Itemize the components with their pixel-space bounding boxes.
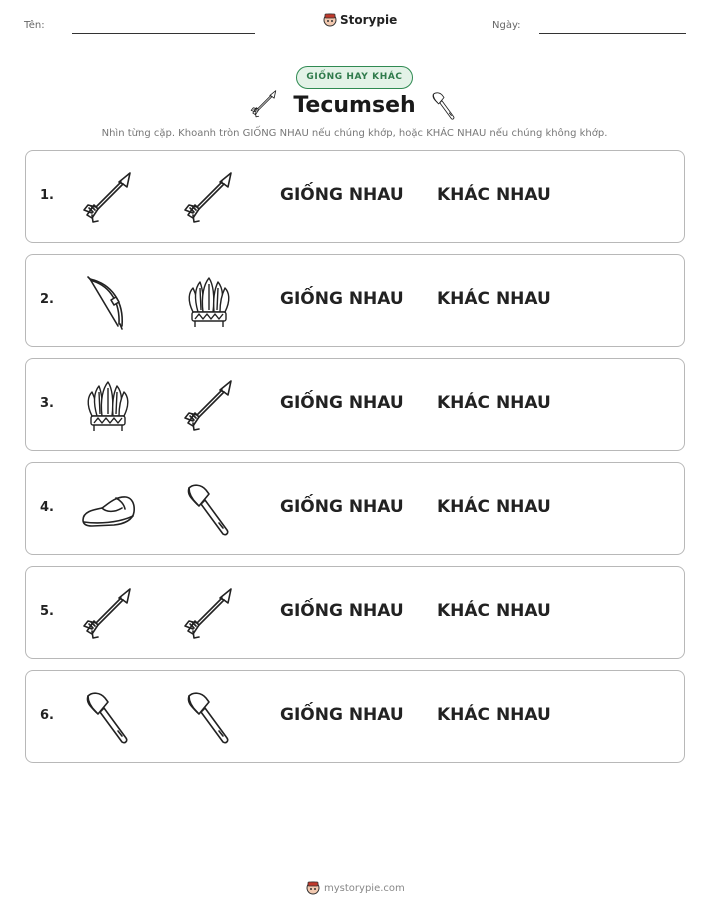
axe-icon xyxy=(179,688,239,748)
same-option[interactable]: GIỐNG NHAU xyxy=(280,185,404,205)
different-option[interactable]: KHÁC NHAU xyxy=(437,185,551,205)
same-option[interactable]: GIỐNG NHAU xyxy=(280,601,404,621)
different-option[interactable]: KHÁC NHAU xyxy=(437,289,551,309)
question-row xyxy=(25,358,685,451)
brand-name: Storypie xyxy=(340,13,398,27)
page-title: Tecumseh xyxy=(293,93,416,118)
different-option[interactable]: KHÁC NHAU xyxy=(437,705,551,725)
same-option[interactable]: GIỐNG NHAU xyxy=(280,393,404,413)
arrow-icon xyxy=(78,168,138,228)
instructions: Nhìn từng cặp. Khoanh tròn GIỐNG NHAU nếu chúng khớp, hoặc KHÁC NHAU nếu chúng không khớp. xyxy=(101,128,608,139)
date-line[interactable] xyxy=(539,33,686,34)
question-row xyxy=(25,566,685,659)
different-option[interactable]: KHÁC NHAU xyxy=(437,497,551,517)
arrow-icon xyxy=(78,584,138,644)
question-number: 2. xyxy=(40,292,54,307)
question-number: 5. xyxy=(40,604,54,619)
question-number: 6. xyxy=(40,708,54,723)
question-row xyxy=(25,254,685,347)
different-option[interactable]: KHÁC NHAU xyxy=(437,601,551,621)
question-number: 4. xyxy=(40,500,54,515)
question-number: 3. xyxy=(40,396,54,411)
different-option[interactable]: KHÁC NHAU xyxy=(437,393,551,413)
axe-icon xyxy=(78,688,138,748)
bow-icon xyxy=(78,272,138,332)
same-option[interactable]: GIỐNG NHAU xyxy=(280,289,404,309)
axe-icon xyxy=(428,89,460,123)
question-number: 1. xyxy=(40,188,54,203)
storypie-mascot-icon xyxy=(306,880,320,896)
arrow-icon xyxy=(179,168,239,228)
footer xyxy=(306,880,405,896)
question-row xyxy=(25,462,685,555)
name-line[interactable] xyxy=(72,33,255,34)
headdress-icon xyxy=(78,376,138,436)
question-row xyxy=(25,670,685,763)
storypie-mascot-icon xyxy=(323,12,337,28)
arrow-icon xyxy=(179,376,239,436)
axe-icon xyxy=(179,480,239,540)
same-option[interactable]: GIỐNG NHAU xyxy=(280,705,404,725)
footer-url: mystorypie.com xyxy=(324,882,405,894)
name-label: Tên: xyxy=(24,20,45,31)
storypie-logo xyxy=(323,12,397,28)
date-label: Ngày: xyxy=(492,20,521,31)
question-row xyxy=(25,150,685,243)
same-option[interactable]: GIỐNG NHAU xyxy=(280,497,404,517)
worksheet-type-badge: GIỐNG HAY KHÁC xyxy=(296,66,413,89)
headdress-icon xyxy=(179,272,239,332)
arrow-icon xyxy=(179,584,239,644)
moccasin-icon xyxy=(78,480,138,540)
